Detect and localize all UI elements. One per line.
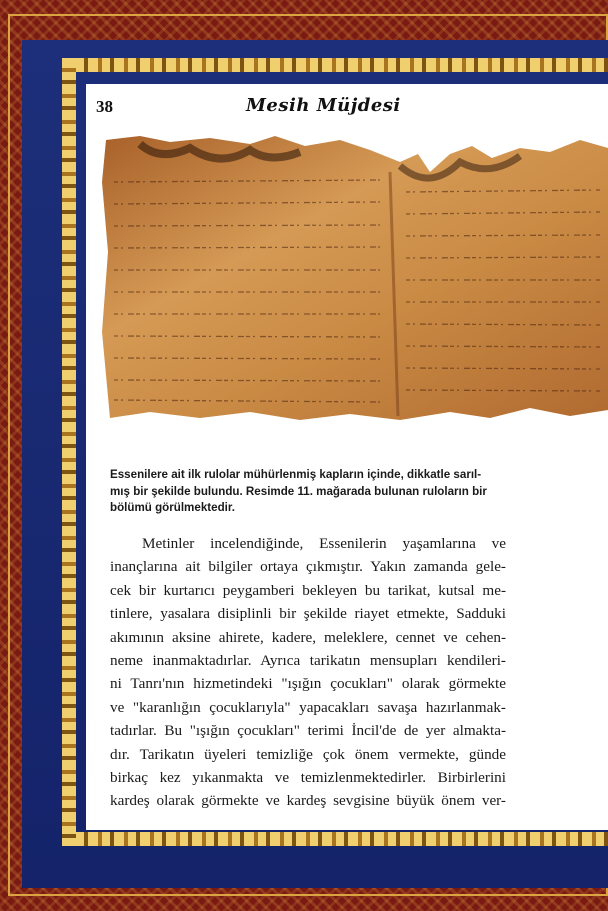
body-line: dır. Tarikatın üyeleri temizliğe çok önem vermekte, günde — [110, 745, 506, 763]
body-line: tadırlar. Bu "ışığın çocukları" terimi İncil'de de yer almakta- — [110, 722, 506, 740]
body-line: akımının aksine ahirete, kadere, meleklere, cennet ve cehen- — [110, 628, 506, 646]
caption-line: mış bir şekilde bulundu. Resimde 11. mağarada bulunan ruloların bir — [110, 484, 487, 498]
gold-chain-left — [62, 58, 76, 846]
body-line: neme inanmaktadırlar. Ayrıca tarikatın mensupları kendileri- — [110, 652, 506, 670]
dead-sea-scroll-fragment-image — [100, 132, 608, 444]
gold-chain-top — [62, 58, 608, 72]
body-line: ve "karanlığın çocuklarıyla" yapacakları savaşa hazırlanmak- — [110, 698, 506, 716]
page-number: 38 — [96, 97, 113, 116]
body-line: cek bir kurtarıcı peygamberi bekleyen bu tarikat, kutsal me- — [110, 581, 506, 599]
running-title: Mesih Müjdesi — [246, 95, 401, 116]
body-paragraph — [110, 532, 506, 813]
gold-chain-bottom — [62, 832, 608, 846]
body-line: kardeş olarak görmekte ve kardeş sevgisine büyük önem ver- — [110, 792, 506, 810]
body-line: tinlere, yasalara disiplinli bir şekilde riayet etmekte, Sadduki — [110, 605, 506, 623]
image-caption — [110, 467, 602, 517]
caption-line: Essenilere ait ilk rulolar mühürlenmiş kapların içinde, dikkatle sarıl- — [110, 468, 482, 481]
body-line: Metinler incelendiğinde, Essenilerin yaşamlarına ve — [142, 535, 506, 552]
caption-line: bölümü görülmektedir. — [110, 501, 235, 514]
body-line: birkaç kez yıkanmakta ve temizlenmektedirler. Birbirlerini — [110, 769, 506, 787]
body-line: inançlarına ait bilgiler ortaya çıkmıştır. Yakın zamanda gele- — [110, 558, 506, 576]
body-line: ni Tanrı'nın hizmetindeki "ışığın çocukları" olarak görmekte — [110, 675, 506, 693]
